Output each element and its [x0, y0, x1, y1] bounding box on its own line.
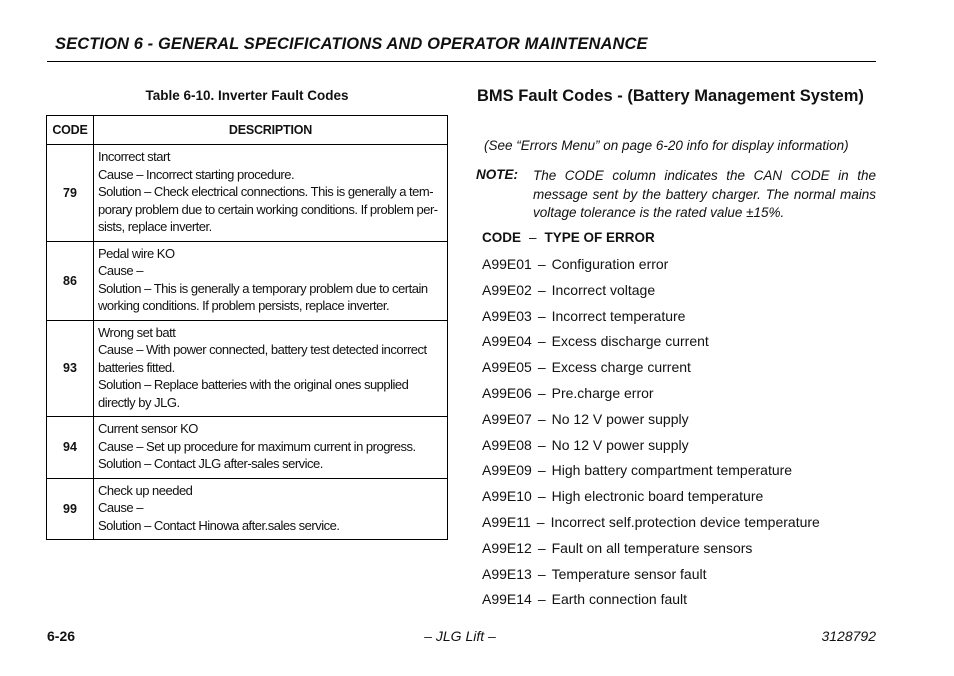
bms-error-type: Excess charge current [551, 359, 691, 376]
fault-description-line: batteries fitted. [98, 359, 175, 375]
bms-code: A99E07 [482, 410, 532, 427]
fault-description-cell [94, 320, 448, 417]
fault-code-cell: 99 [47, 478, 94, 540]
bms-code: A99E12 [482, 539, 532, 556]
bms-error-type: Excess discharge current [551, 333, 709, 350]
table-header-row [47, 116, 448, 145]
bms-codes-header [482, 230, 655, 245]
fault-description-line: working conditions. If problem persists, replace inverter. [98, 298, 390, 313]
column-header-description: DESCRIPTION [94, 116, 448, 145]
bms-codes-header-separator: – [529, 230, 537, 245]
bms-error-type: Pre.charge error [551, 384, 654, 401]
bms-error-type: No 12 V power supply [551, 410, 689, 427]
bms-error-type: Incorrect temperature [551, 307, 686, 324]
table-row [47, 145, 448, 242]
bms-code-separator: – [537, 307, 546, 324]
inverter-table-body [47, 145, 448, 540]
bms-error-type: Fault on all temperature sensors [551, 539, 753, 556]
fault-description-line: Cause – Set up procedure for maximum current in progress. [98, 438, 416, 454]
list-item [482, 514, 820, 540]
list-item [482, 359, 820, 385]
fault-description-line: Cause – [98, 500, 143, 515]
fault-description-line: Cause – With power connected, battery test detected incorrect [98, 342, 427, 357]
bms-error-type: Incorrect self.protection device temperature [550, 513, 820, 530]
list-item [482, 385, 820, 411]
section-title: SECTION 6 - GENERAL SPECIFICATIONS AND OPERATOR MAINTENANCE [55, 35, 648, 53]
fault-code-cell: 79 [47, 145, 94, 242]
fault-description-line: Cause – [98, 263, 143, 278]
list-item [482, 256, 820, 282]
list-item [482, 566, 820, 592]
list-item [482, 488, 820, 514]
bms-reference-note: (See “Errors Menu” on page 6-20 info for display information) [484, 138, 849, 153]
note-label: NOTE: [476, 167, 518, 182]
bms-error-type: Configuration error [551, 256, 669, 272]
bms-code-separator: – [537, 539, 546, 556]
bms-error-type: High electronic board temperature [551, 488, 764, 505]
bms-codes-header-code: CODE [482, 230, 522, 245]
bms-code: A99E04 [482, 333, 532, 350]
bms-code: A99E05 [482, 359, 532, 376]
bms-error-type: Incorrect voltage [551, 281, 656, 298]
bms-code: A99E13 [482, 565, 532, 582]
bms-code: A99E08 [482, 436, 532, 453]
table-row [47, 478, 448, 540]
table-row [47, 241, 448, 320]
bms-code: A99E09 [482, 462, 532, 479]
bms-code: A99E10 [482, 488, 532, 505]
footer-page-number: 6-26 [47, 628, 76, 644]
fault-description-line: Solution – Contact Hinowa after.sales service. [98, 517, 340, 533]
bms-code-separator: – [537, 565, 546, 582]
bms-section-title: BMS Fault Codes - (Battery Management System) [477, 87, 864, 105]
bms-codes-header-type: TYPE OF ERROR [544, 230, 655, 245]
fault-code-cell: 94 [47, 417, 94, 479]
column-header-code: CODE [47, 116, 94, 145]
fault-description-line: Solution – Check electrical connections. This is generally a tem- [98, 184, 434, 199]
footer-document-number: 3128792 [821, 628, 876, 644]
fault-description-line: Check up needed [98, 482, 193, 498]
list-item [482, 591, 820, 617]
note-text: The CODE column indicates the CAN CODE in the message sent by the battery charger. The normal mains voltage tolerance is the rated value ±15%. [533, 168, 876, 220]
list-item [482, 282, 820, 308]
fault-description-cell [94, 145, 448, 242]
fault-description-line: sists, replace inverter. [98, 219, 212, 234]
list-item [482, 437, 820, 463]
bms-code-separator: – [537, 410, 546, 427]
bms-code-separator: – [537, 384, 546, 401]
list-item [482, 462, 820, 488]
fault-code-cell: 93 [47, 320, 94, 417]
header-divider [47, 61, 876, 62]
bms-error-type: No 12 V power supply [551, 436, 689, 453]
fault-description-cell [94, 417, 448, 479]
table-row [47, 417, 448, 479]
bms-code-separator: – [537, 436, 546, 453]
fault-description-line: Pedal wire KO [98, 245, 175, 261]
fault-code-cell: 86 [47, 241, 94, 320]
bms-error-type: Temperature sensor fault [551, 565, 707, 582]
bms-code-separator: – [537, 488, 546, 505]
table-row [47, 320, 448, 417]
bms-code-separator: – [537, 462, 546, 479]
fault-description-line: Current sensor KO [98, 421, 198, 436]
list-item [482, 333, 820, 359]
fault-description-line: Cause – Incorrect starting procedure. [98, 166, 295, 182]
bms-error-type: Earth connection fault [551, 591, 688, 608]
list-item [482, 411, 820, 437]
fault-description-line: Wrong set batt [98, 324, 176, 340]
bms-code-separator: – [537, 256, 546, 272]
inverter-table-caption: Table 6-10. Inverter Fault Codes [145, 88, 349, 103]
bms-code-separator: – [536, 513, 545, 530]
bms-code-separator: – [537, 281, 546, 298]
list-item [482, 540, 820, 566]
bms-code-separator: – [537, 359, 546, 376]
fault-description-cell [94, 241, 448, 320]
list-item [482, 308, 820, 334]
bms-code: A99E03 [482, 307, 532, 324]
fault-description-line: Solution – This is generally a temporary problem due to certain [98, 280, 428, 296]
bms-code: A99E06 [482, 384, 532, 401]
footer-center-text: – JLG Lift – [424, 628, 496, 644]
fault-description-line: Incorrect start [98, 149, 170, 164]
bms-code: A99E14 [482, 591, 532, 608]
bms-code-separator: – [537, 591, 546, 608]
inverter-fault-codes-table [46, 115, 448, 540]
bms-error-type: High battery compartment temperature [551, 462, 793, 479]
bms-code: A99E02 [482, 281, 532, 298]
bms-code: A99E11 [482, 513, 531, 530]
fault-description-line: porary problem due to certain working conditions. If problem per- [98, 201, 438, 217]
bms-code-list [482, 256, 820, 617]
fault-description-line: Solution – Contact JLG after-sales service. [98, 456, 323, 471]
fault-description-line: directly by JLG. [98, 394, 180, 410]
bms-code: A99E01 [482, 256, 532, 272]
bms-code-separator: – [537, 333, 546, 350]
fault-description-cell [94, 478, 448, 540]
fault-description-line: Solution – Replace batteries with the original ones supplied [98, 377, 409, 392]
